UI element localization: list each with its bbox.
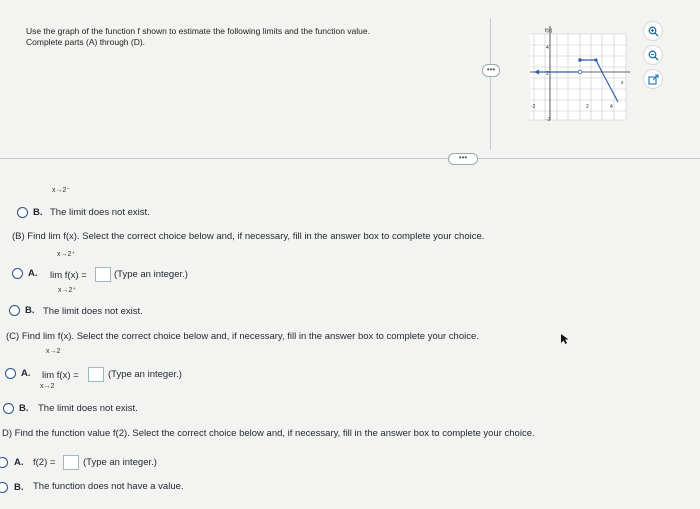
part-c-option-a-hint: (Type an integer.) — [108, 369, 182, 380]
part-d-option-a-text: f(2) = — [33, 457, 56, 468]
part-d-option-b-letter: B. — [14, 482, 24, 493]
part-d-option-a-radio[interactable] — [0, 457, 8, 468]
zoom-out-button[interactable] — [644, 46, 662, 64]
closed-point-2 — [594, 58, 597, 61]
part-b-question: (B) Find lim f(x). Select the correct choice below and, if necessary, fill in the answer box to complete your choice. — [12, 231, 485, 242]
tick-xneg2: -2 — [531, 104, 536, 110]
part-d-question: D) Find the function value f(2). Select the correct choice below and, if necessary, fill in the answer box to complete your choice. — [2, 428, 535, 439]
tick-x4: 4 — [610, 104, 613, 110]
part-b-option-b-text: The limit does not exist. — [43, 306, 143, 317]
part-d-option-a-hint: (Type an integer.) — [83, 457, 157, 468]
part-a-subscript: x→2⁻ — [52, 187, 71, 194]
cursor-icon — [560, 333, 570, 345]
part-c-answer-box[interactable] — [88, 367, 104, 382]
tick-x2: 2 — [586, 104, 589, 110]
part-d-option-a-letter: A. — [14, 457, 24, 468]
function-graph — [530, 22, 630, 122]
part-c-question: (C) Find lim f(x). Select the correct choice below and, if necessary, fill in the answer box to complete your choice. — [6, 331, 479, 342]
part-c-option-b-text: The limit does not exist. — [38, 403, 138, 414]
part-c-option-a-sub: x→2 — [40, 383, 55, 390]
prompt-line-2: Complete parts (A) through (D). — [26, 37, 146, 47]
popout-icon — [648, 74, 659, 85]
zoom-out-icon — [648, 50, 659, 61]
part-a-option-b-text: The limit does not exist. — [50, 207, 150, 218]
horizontal-divider — [0, 158, 700, 159]
part-b-option-b-radio[interactable] — [9, 305, 20, 316]
zoom-in-button[interactable] — [644, 22, 662, 40]
part-c-option-a-lim: lim f(x) = — [42, 370, 79, 381]
y-axis-label: f(x) — [545, 28, 553, 34]
zoom-in-icon — [648, 26, 659, 37]
graph-svg — [530, 22, 630, 122]
horizontal-divider-grip[interactable]: ••• — [448, 153, 478, 165]
tick-yneg2: -2 — [546, 117, 551, 122]
part-c-option-b-radio[interactable] — [3, 403, 14, 414]
part-b-subscript: x→2⁺ — [57, 251, 76, 258]
open-point — [578, 70, 582, 74]
part-b-option-a-sub: x→2⁺ — [58, 287, 77, 294]
part-b-option-a-hint: (Type an integer.) — [114, 269, 188, 280]
prompt-line-1: Use the graph of the function f shown to estimate the following limits and the function value. — [26, 26, 370, 36]
tick-y2: 2 — [546, 71, 549, 77]
part-d-answer-box[interactable] — [63, 455, 79, 470]
part-b-option-a-radio[interactable] — [12, 268, 23, 279]
part-c-subscript: x→2 — [46, 348, 61, 355]
part-d-option-b-radio[interactable] — [0, 482, 8, 493]
part-b-option-a-letter: A. — [28, 268, 38, 279]
part-c-option-a-radio[interactable] — [5, 368, 16, 379]
part-c-option-b-letter: B. — [19, 403, 29, 414]
part-a-option-b-radio[interactable] — [17, 207, 28, 218]
part-b-option-a-lim: lim f(x) = — [50, 270, 87, 281]
popout-button[interactable] — [644, 70, 662, 88]
part-b-answer-box[interactable] — [95, 267, 111, 282]
vertical-divider — [490, 18, 491, 150]
tick-y4: 4 — [546, 45, 549, 51]
x-axis-label: x — [621, 80, 624, 86]
closed-point — [578, 58, 582, 62]
part-a-option-b-letter: B. — [33, 207, 43, 218]
vertical-divider-grip[interactable]: ••• — [482, 64, 500, 77]
part-c-option-a-letter: A. — [21, 368, 31, 379]
part-b-option-b-letter: B. — [25, 305, 35, 316]
part-d-option-b-text: The function does not have a value. — [33, 481, 184, 492]
question-prompt — [26, 26, 370, 48]
